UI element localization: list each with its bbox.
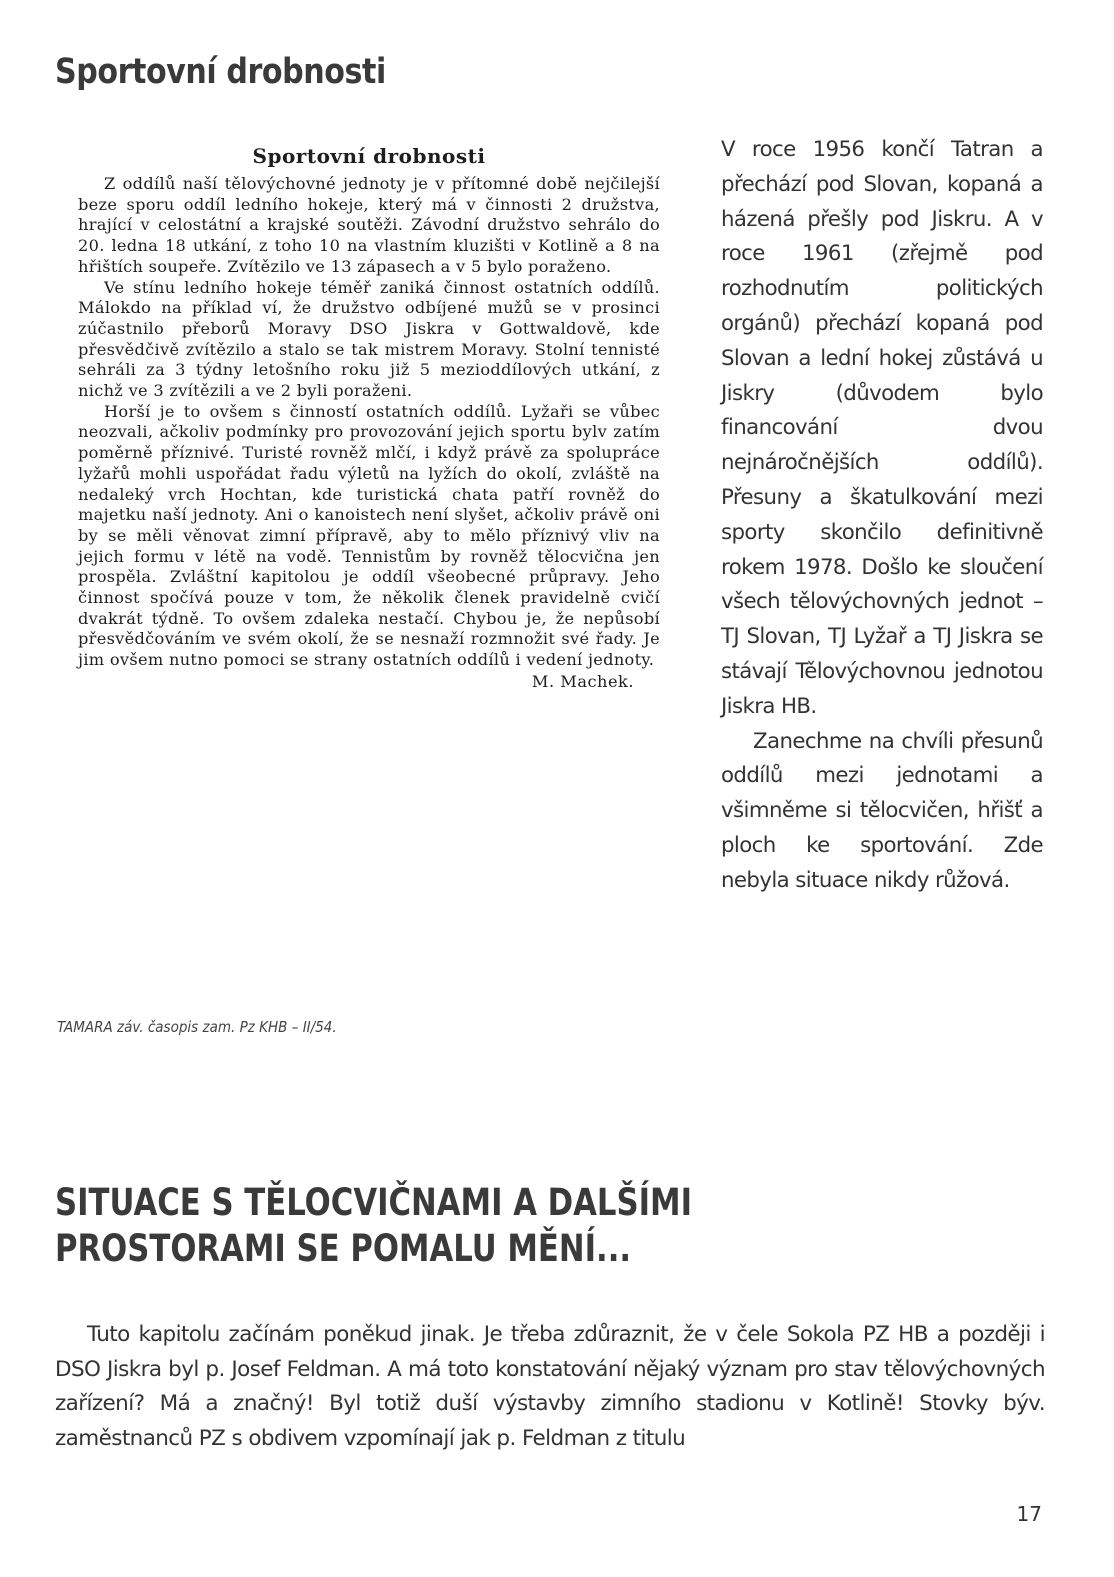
clipping-paragraph: Z oddílů naší tělovýchovné jednoty je v přítomné době nejčilejší beze sporu oddíl ledního hokeje, který má v činnosti 2 družstva, hrající v celostátní a krajské soutěži. Závodní družstvo sehrálo do 20. ledna 18 utkání, z toho 10 na vlastním kluzišti v Kotlině a 8 na hřištích soupeře. Zvítězilo ve 13 zápasech a v 5 bylo poraženo.	[78, 174, 660, 276]
side-paragraph: Zanechme na chvíli přesunů oddílů mezi jednotami a všimněme si tělocvičen, hřišť a ploch ke sportování. Zde nebyla situace nikdy růžová.	[721, 728, 1043, 893]
side-column	[721, 133, 1043, 899]
page-number: 17	[1016, 1502, 1042, 1526]
page-title: Sportovní drobnosti	[55, 52, 386, 92]
section-body-paragraph: Tuto kapitolu začínám poněkud jinak. Je třeba zdůraznit, že v čele Sokola PZ HB a později i DSO Jiskra byl p. Josef Feldman. A má toto konstatování nějaký význam pro stav tělovýchovných zařízení? Má a značný! Byl totiž duší výstavby zimního stadionu v Kotlině! Stovky býv. zaměstnanců PZ s obdivem vzpomínají jak p. Feldman z titulu	[55, 1322, 1045, 1451]
section-heading: SITUACE S TĚLOCVIČNAMI A DALŠÍMI PROSTORAMI SE POMALU MĚNÍ...	[55, 1181, 693, 1270]
clipping-title: Sportovní drobnosti	[252, 144, 486, 168]
newspaper-clipping	[78, 144, 660, 693]
clipping-caption: TAMARA záv. časopis zam. Pz KHB – II/54.	[57, 1018, 337, 1036]
side-paragraph: V roce 1956 končí Tatran a přechází pod Slovan, kopaná a házená přešly pod Jiskru. A v roce 1961 (zřejmě pod rozhodnutím politických orgánů) přechází kopaná pod Slovan a lední hokej zůstává u Jiskry (důvodem bylo financování dvou nejnáročnějších oddílů). Přesuny a škatulkování mezi sporty skončilo definitivně rokem 1978. Došlo ke sloučení všech tělovýchovných jednot – TJ Slovan, TJ Lyžař a TJ Jiskra se stávají Tělovýchovnou jednotou Jiskra HB.	[721, 137, 1043, 719]
clipping-paragraph: Ve stínu ledního hokeje téměř zaniká činnost ostatních oddílů. Málokdo na příklad ví, že družstvo odbíjené mužů se v prosinci zúčastnilo přeborů Moravy DSO Jiskra v Gottwaldově, kde přesvědčivě zvítězilo a stalo se tak mistrem Moravy. Stolní tennisté sehráli za 3 týdny letošního roku již 5 mezioddílových utkání, z nichž ve 3 zvítězili a ve 2 byli poraženi.	[78, 277, 660, 401]
clipping-signature: M. Machek.	[531, 671, 634, 691]
clipping-paragraph: Horší je to ovšem s činností ostatních oddílů. Lyžaři se vůbec neozvali, ačkoliv podmínky pro provozování jejich sportu bylv zatím poměrně příznivé. Turisté rovněž mlčí, i když právě za spolupráce lyžařů mohli uspořádat řadu výletů na lyžích do okolí, zvláště na nedaleký vrch Hochtan, kde turistická chata patří rovněž do majetku naší jednoty. Ani o kanoistech není slyšet, ačkoliv právě oni by se měli věnovat zimní přípravě, aby to mělo příznivý vliv na jejich formu v létě na vodě. Tennistům by rovněž tělocvična jen prospěla. Zvláštní kapitolou je oddíl všeobecné průpravy. Jeho činnost spočívá pouze v tom, že několik členek pravidelně cvičí dvakrát týdně. To ovšem zdaleka nestačí. Chybou je, že nepůsobí přesvědčováním ve svém okolí, že se nesnaží rozmnožit své řady. Je jim ovšem nutno pomoci se strany ostatních oddílů i vedení jednoty.	[78, 401, 660, 670]
